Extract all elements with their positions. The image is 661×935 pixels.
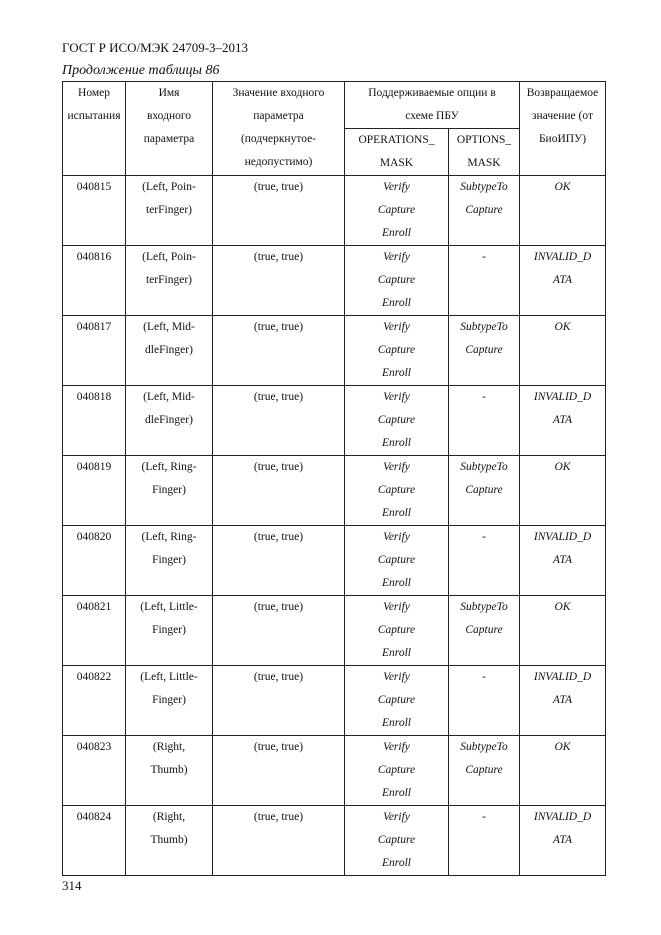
param-name-cell: (Left, Poin- terFinger) (126, 176, 213, 246)
test-table (62, 81, 606, 876)
header-operations-mask: OPERATIONS_ MASK (345, 129, 449, 176)
options-mask-cell: SubtypeTo Capture (449, 456, 520, 526)
param-value-cell: (true, true) (213, 386, 345, 456)
test-number-cell: 040824 (63, 806, 126, 876)
header-test-number: Номер испытания (63, 82, 126, 176)
param-name-cell: (Left, Ring- Finger) (126, 526, 213, 596)
table-caption: Продолжение таблицы 86 (62, 63, 220, 78)
options-mask-cell: SubtypeTo Capture (449, 736, 520, 806)
table-header (63, 82, 606, 176)
test-number-cell: 040821 (63, 596, 126, 666)
test-number-cell: 040818 (63, 386, 126, 456)
operations-mask-cell: Verify Capture Enroll (345, 386, 449, 456)
header-supported-options: Поддерживаемые опции в схеме ПБУ (345, 82, 520, 129)
document-title: ГОСТ Р ИСО/МЭК 24709-3–2013 (62, 40, 249, 55)
options-mask-cell: - (449, 246, 520, 316)
operations-mask-cell: Verify Capture Enroll (345, 736, 449, 806)
test-number-cell: 040815 (63, 176, 126, 246)
test-number-cell: 040820 (63, 526, 126, 596)
options-mask-cell: - (449, 806, 520, 876)
page-number: 314 (62, 878, 82, 893)
param-value-cell: (true, true) (213, 456, 345, 526)
options-mask-cell: SubtypeTo Capture (449, 316, 520, 386)
table-body (63, 176, 606, 876)
operations-mask-cell: Verify Capture Enroll (345, 246, 449, 316)
param-value-cell: (true, true) (213, 246, 345, 316)
param-value-cell: (true, true) (213, 176, 345, 246)
param-value-cell: (true, true) (213, 666, 345, 736)
param-value-cell: (true, true) (213, 806, 345, 876)
options-mask-cell: - (449, 666, 520, 736)
return-value-cell: OK (520, 596, 606, 666)
table-row (63, 246, 606, 316)
param-name-cell: (Left, Little- Finger) (126, 596, 213, 666)
return-value-cell: INVALID_D ATA (520, 806, 606, 876)
param-name-cell: (Right, Thumb) (126, 736, 213, 806)
test-number-cell: 040823 (63, 736, 126, 806)
param-value-cell: (true, true) (213, 596, 345, 666)
header-param-value: Значение входного параметра (подчеркнутое- недопустимо) (213, 82, 345, 176)
header-return-value: Возвращаемое значение (от БиоИПУ) (520, 82, 606, 176)
return-value-cell: INVALID_D ATA (520, 246, 606, 316)
param-name-cell: (Right, Thumb) (126, 806, 213, 876)
return-value-cell: OK (520, 736, 606, 806)
return-value-cell: OK (520, 456, 606, 526)
param-name-cell: (Left, Little- Finger) (126, 666, 213, 736)
param-value-cell: (true, true) (213, 736, 345, 806)
param-name-cell: (Left, Mid- dleFinger) (126, 386, 213, 456)
test-number-cell: 040822 (63, 666, 126, 736)
param-name-cell: (Left, Poin- terFinger) (126, 246, 213, 316)
table-row (63, 176, 606, 246)
operations-mask-cell: Verify Capture Enroll (345, 526, 449, 596)
options-mask-cell: SubtypeTo Capture (449, 176, 520, 246)
param-name-cell: (Left, Mid- dleFinger) (126, 316, 213, 386)
return-value-cell: INVALID_D ATA (520, 526, 606, 596)
return-value-cell: OK (520, 176, 606, 246)
operations-mask-cell: Verify Capture Enroll (345, 596, 449, 666)
options-mask-cell: - (449, 526, 520, 596)
param-name-cell: (Left, Ring- Finger) (126, 456, 213, 526)
param-value-cell: (true, true) (213, 526, 345, 596)
table-row (63, 386, 606, 456)
operations-mask-cell: Verify Capture Enroll (345, 176, 449, 246)
operations-mask-cell: Verify Capture Enroll (345, 456, 449, 526)
table-row (63, 806, 606, 876)
table-row (63, 736, 606, 806)
return-value-cell: OK (520, 316, 606, 386)
operations-mask-cell: Verify Capture Enroll (345, 316, 449, 386)
header-param-name: Имя входного параметра (126, 82, 213, 176)
test-number-cell: 040817 (63, 316, 126, 386)
table-row (63, 456, 606, 526)
return-value-cell: INVALID_D ATA (520, 386, 606, 456)
table-row (63, 526, 606, 596)
return-value-cell: INVALID_D ATA (520, 666, 606, 736)
table-row (63, 666, 606, 736)
options-mask-cell: - (449, 386, 520, 456)
header-options-mask: OPTIONS_ MASK (449, 129, 520, 176)
operations-mask-cell: Verify Capture Enroll (345, 806, 449, 876)
table-row (63, 596, 606, 666)
param-value-cell: (true, true) (213, 316, 345, 386)
operations-mask-cell: Verify Capture Enroll (345, 666, 449, 736)
table-row (63, 316, 606, 386)
test-number-cell: 040819 (63, 456, 126, 526)
test-number-cell: 040816 (63, 246, 126, 316)
options-mask-cell: SubtypeTo Capture (449, 596, 520, 666)
